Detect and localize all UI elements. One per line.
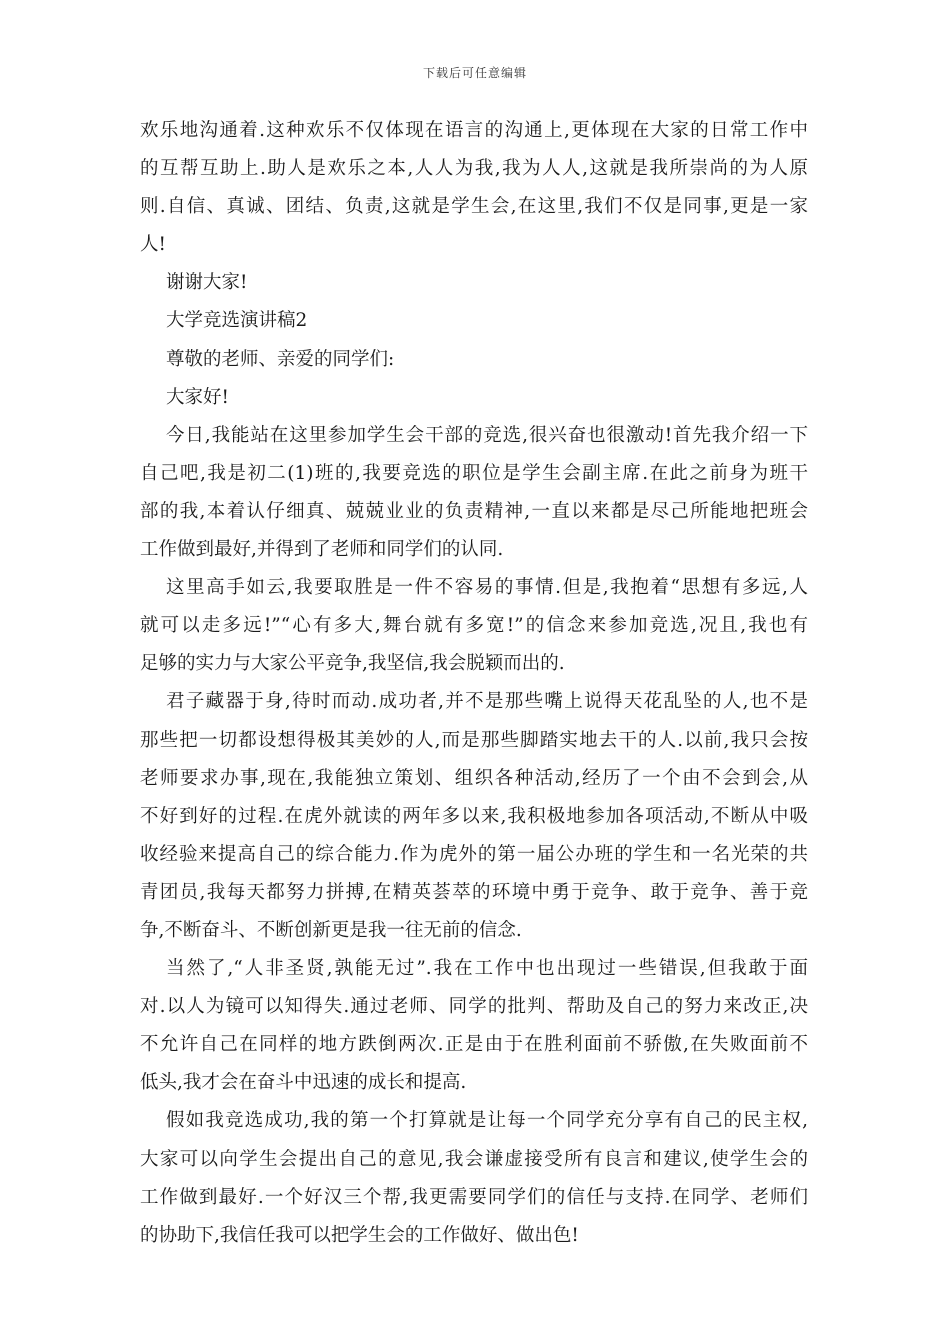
text-line: 谢谢大家! [166, 272, 248, 294]
text-line: 老师要求办事,现在,我能独立策划、组织各种活动,经历了一个由不会到会,从 [140, 767, 808, 789]
text-line: 假如我竞选成功,我的第一个打算就是让每一个同学充分享有自己的民主权, [166, 1110, 808, 1132]
text-line: 的互帮互助上.助人是欢乐之本,人人为我,我为人人,这就是我所崇尚的为人原 [140, 158, 808, 180]
text-line: 对.以人为镜可以知得失.通过老师、同学的批判、帮助及自己的努力来改正,决 [140, 996, 808, 1018]
text-line: 大学竞选演讲稿2 [166, 310, 308, 332]
text-line: 君子藏器于身,待时而动.成功者,并不是那些嘴上说得天花乱坠的人,也不是 [166, 691, 808, 713]
text-line: 收经验来提高自己的综合能力.作为虎外的第一届公办班的学生和一名光荣的共 [140, 843, 808, 865]
text-line: 低头,我才会在奋斗中迅速的成长和提高. [140, 1072, 467, 1094]
text-line: 足够的实力与大家公平竞争,我坚信,我会脱颖而出的. [140, 653, 565, 675]
text-line: 当然了,“人非圣贤,孰能无过”.我在工作中也出现过一些错误,但我敢于面 [166, 958, 808, 980]
text-line: 青团员,我每天都努力拼搏,在精英荟萃的环境中勇于竞争、敢于竞争、善于竞 [140, 881, 808, 903]
page-header: 下载后可任意编辑 [422, 66, 527, 80]
text-line: 不好到好的过程.在虎外就读的两年多以来,我积极地参加各项活动,不断从中吸 [140, 805, 808, 827]
text-line: 工作做到最好.一个好汉三个帮,我更需要同学们的信任与支持.在同学、老师们 [140, 1186, 808, 1208]
text-line: 人! [140, 234, 166, 256]
document-body [140, 112, 808, 1255]
text-line: 争,不断奋斗、不断创新更是我一往无前的信念. [140, 919, 522, 941]
text-line: 工作做到最好,并得到了老师和同学们的认同. [140, 539, 504, 561]
text-line: 大家可以向学生会提出自己的意见,我会谦虚接受所有良言和建议,使学生会的 [140, 1148, 808, 1170]
text-line: 大家好! [166, 386, 229, 408]
text-line: 部的我,本着认仔细真、兢兢业业的负责精神,一直以来都是尽己所能地把班会 [140, 500, 808, 522]
text-line: 欢乐地沟通着.这种欢乐不仅体现在语言的沟通上,更体现在大家的日常工作中 [140, 120, 808, 141]
text-line: 的协助下,我信任我可以把学生会的工作做好、做出色! [140, 1224, 579, 1246]
text-line: 那些把一切都设想得极其美妙的人,而是那些脚踏实地去干的人.以前,我只会按 [140, 729, 808, 751]
text-line: 这里高手如云,我要取胜是一件不容易的事情.但是,我抱着“思想有多远,人 [166, 577, 808, 599]
text-line: 今日,我能站在这里参加学生会干部的竞选,很兴奋也很激动!首先我介绍一下 [166, 424, 808, 446]
text-line: 自己吧,我是初二(1)班的,我要竞选的职位是学生会副主席.在此之前身为班干 [140, 462, 808, 484]
text-line: 不允许自己在同样的地方跌倒两次.正是由于在胜利面前不骄傲,在失败面前不 [140, 1034, 808, 1056]
text-line: 则.自信、真诚、团结、负责,这就是学生会,在这里,我们不仅是同事,更是一家 [140, 196, 808, 218]
text-line: 尊敬的老师、亲爱的同学们: [166, 348, 395, 370]
text-line: 就可以走多远!”“心有多大,舞台就有多宽!”的信念来参加竞选,况且,我也有 [140, 615, 808, 637]
